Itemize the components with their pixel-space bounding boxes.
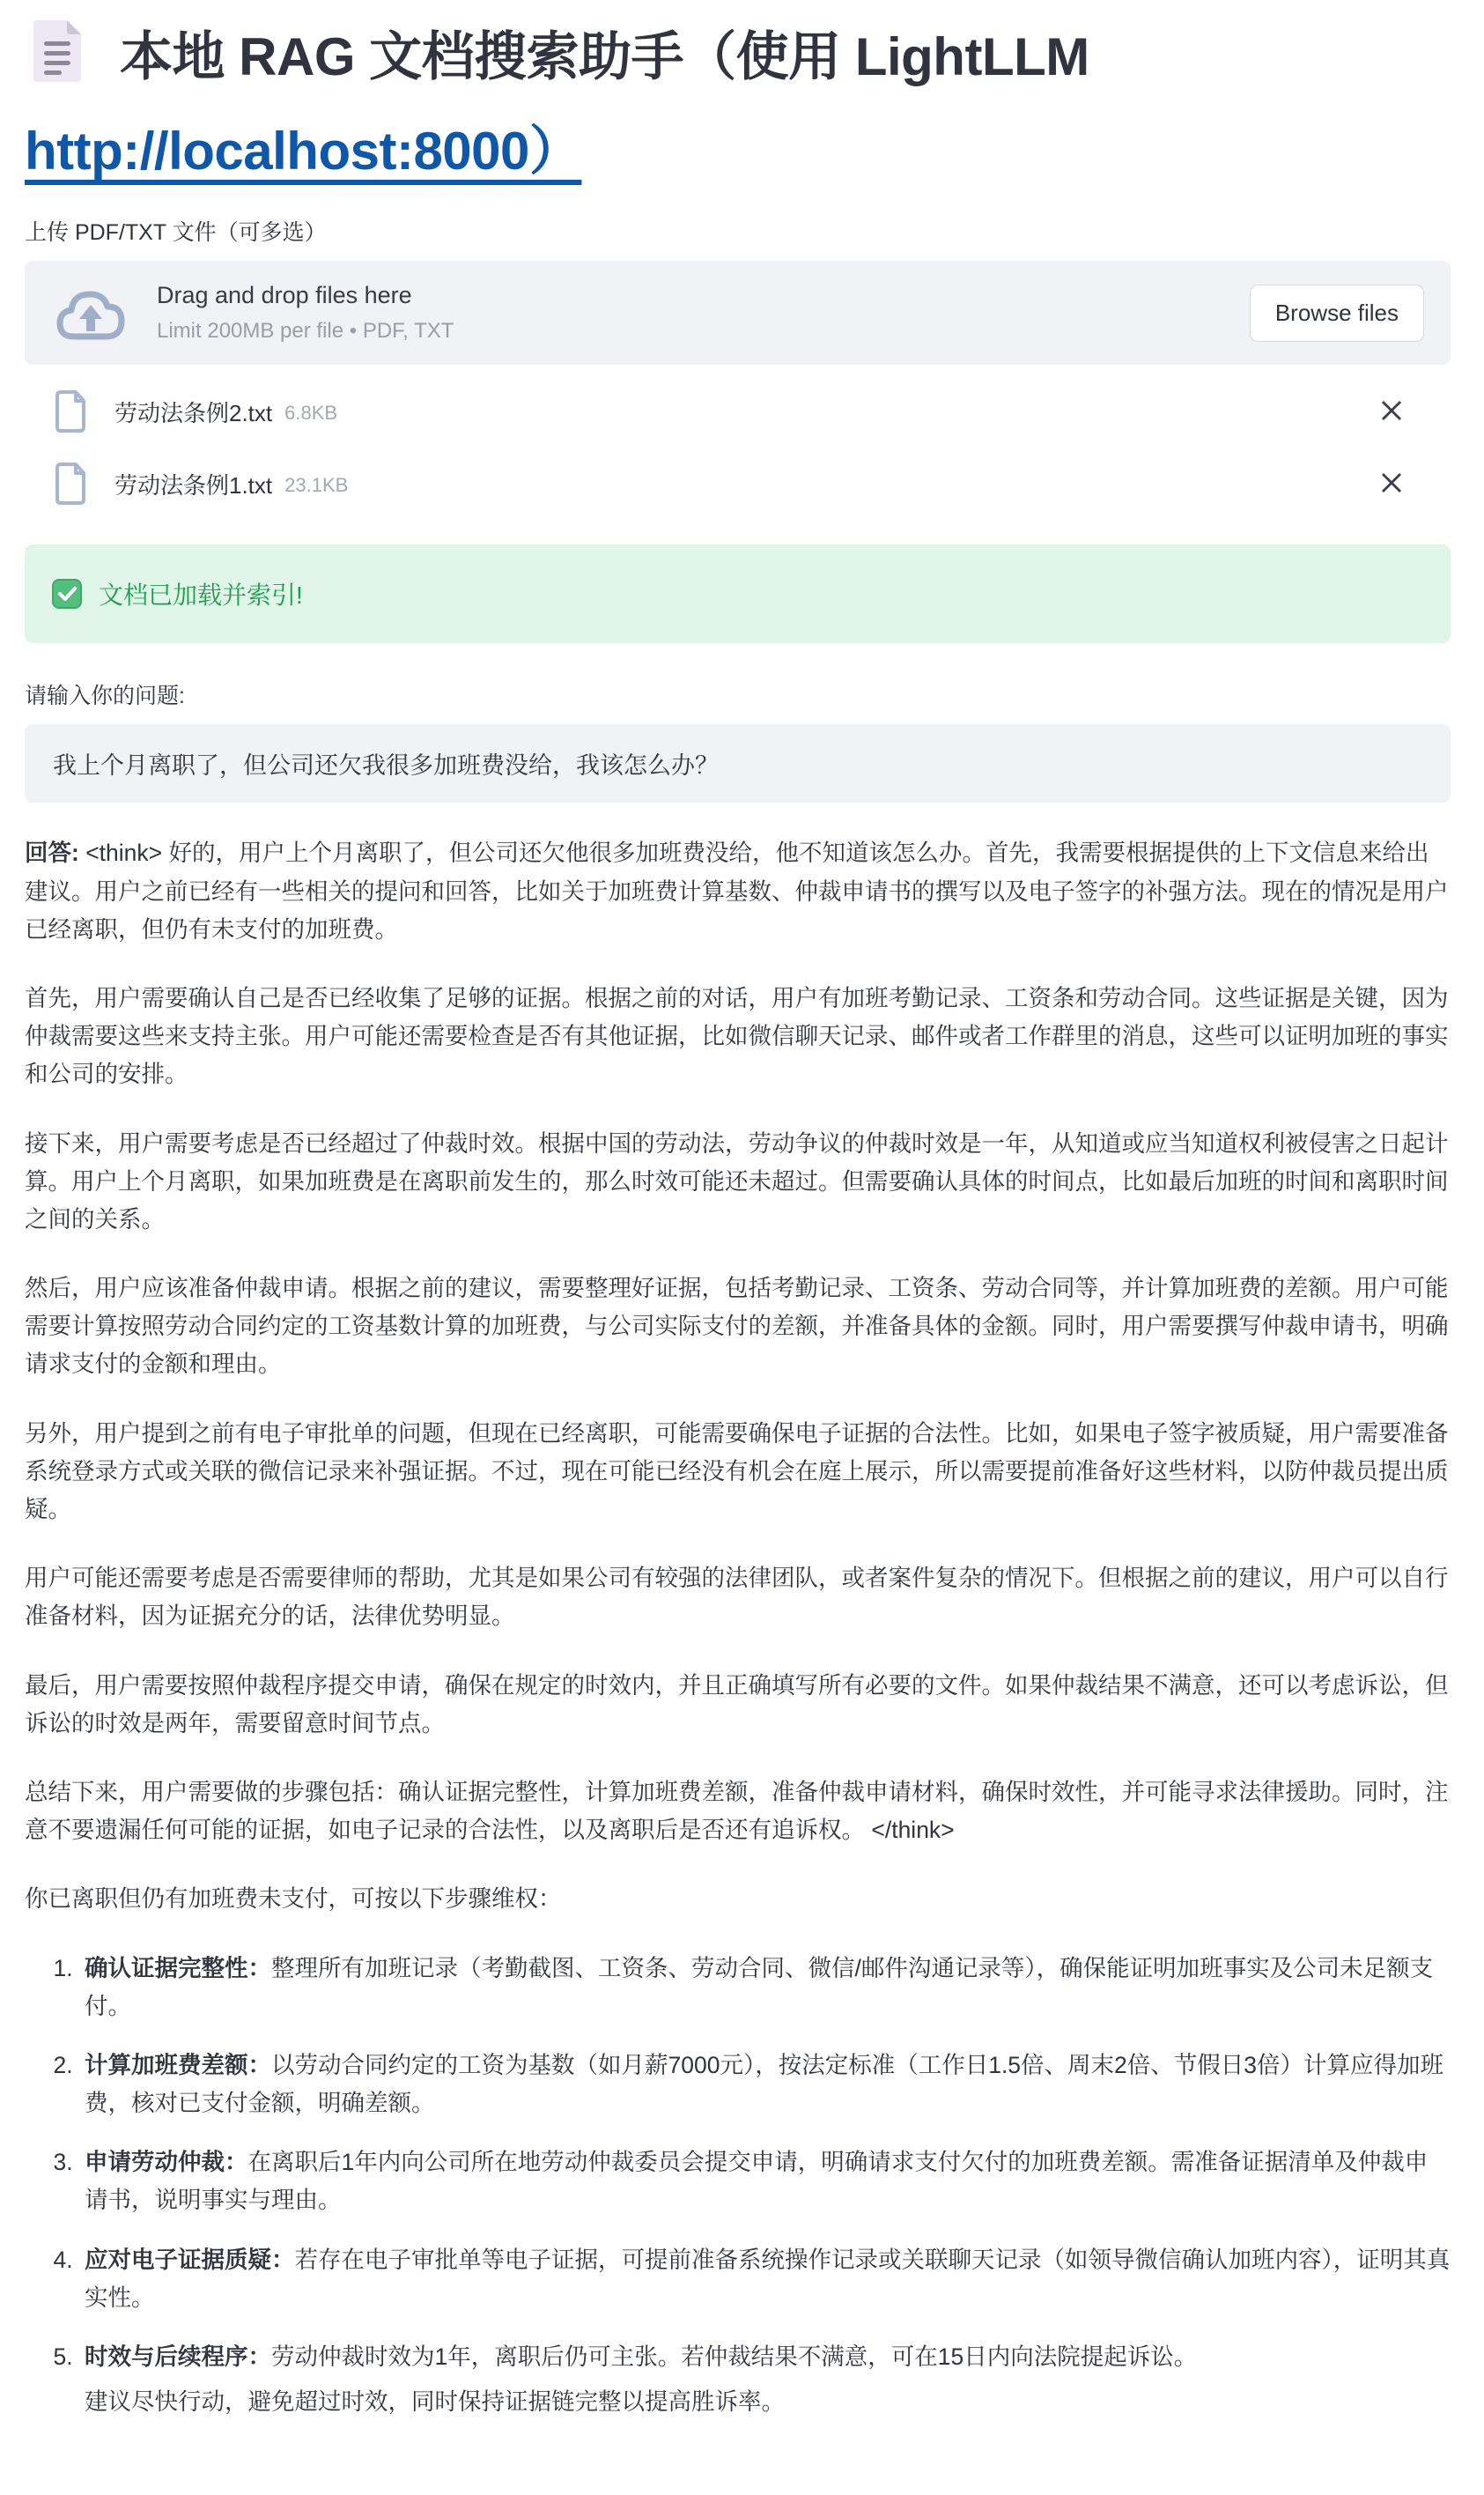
step-text: 劳动仲裁时效为1年，离职后仍可主张。若仲裁结果不满意，可在15日内向法院提起诉讼。 xyxy=(271,2343,1198,2370)
step-item xyxy=(79,2143,1451,2219)
title-link[interactable]: http://localhost:8000） xyxy=(25,122,582,181)
step-item xyxy=(79,1950,1451,2025)
success-alert-text: 文档已加载并索引! xyxy=(99,581,303,610)
file-dropzone[interactable] xyxy=(25,261,1451,365)
answer-paragraph: 然后，用户应该准备仲裁申请。根据之前的建议，需要整理好证据，包括考勤记录、工资条、劳动合同等，并计算加班费的差额。用户可能需要计算按照劳动合同约定的工资基数计算的加班费，与公司实际支付的差额，并准备具体的金额。同时，用户需要撰写仲裁申请书，明确请求支付的金额和理由。 xyxy=(25,1275,1449,1378)
answer-paragraph: 接下来，用户需要考虑是否已经超过了仲裁时效。根据中国的劳动法，劳动争议的仲裁时效是一年，从知道或应当知道权利被侵害之日起计算。用户上个月离职，如果加班费是在离职前发生的，那么时效可能还未超过。但需要确认具体的时间点，比如最后加班的时间和离职时间之间的关系。 xyxy=(25,1129,1449,1233)
step-text: 在离职后1年内向公司所在地劳动仲裁委员会提交申请，明确请求支付欠付的加班费差额。需准备证据清单及仲裁申请书，说明事实与理由。 xyxy=(85,2149,1429,2214)
step-note: 建议尽快行动，避免超过时效，同时保持证据链完整以提高胜诉率。 xyxy=(85,2388,785,2416)
file-name: 劳动法条例1.txt xyxy=(114,471,273,499)
file-size: 6.8KB xyxy=(284,402,338,425)
close-icon xyxy=(1380,399,1403,425)
answer-conclusion-intro: 你已离职但仍有加班费未支付，可按以下步骤维权： xyxy=(25,1885,562,1913)
document-icon xyxy=(30,19,85,108)
step-item xyxy=(79,2047,1451,2122)
question-input[interactable] xyxy=(25,724,1451,803)
answer-section xyxy=(25,834,1451,2421)
file-icon xyxy=(53,389,88,433)
cloud-upload-icon xyxy=(51,284,130,342)
step-text: 整理所有加班记录（考勤截图、工资条、劳动合同、微信/邮件沟通记录等），确保能证明加班事实及公司未足额支付。 xyxy=(85,1954,1434,2019)
browse-files-button[interactable]: Browse files xyxy=(1250,285,1424,342)
step-text: 若存在电子审批单等电子证据，可提前准备系统操作记录或关联聊天记录（如领导微信确认加班内容），证明其真实性。 xyxy=(85,2246,1451,2311)
page-title xyxy=(25,14,1451,194)
think-text: <think> 好的，用户上个月离职了，但公司还欠他很多加班费没给，他不知道该怎么办。首先，我需要根据提供的上下文信息来给出建议。用户之前已经有一些相关的提问和回答，比如关于加班费计算基数、仲裁申请书的撰写以及电子签字的补强方法。现在的情况是用户已经离职，但仍有未支付的加班费。 xyxy=(25,840,1449,943)
success-alert xyxy=(25,544,1451,643)
page-title-text: 本地 RAG 文档搜索助手（使用 LightLLM xyxy=(120,27,1089,86)
step-title: 应对电子证据质疑： xyxy=(85,2246,295,2273)
answer-paragraph: 最后，用户需要按照仲裁程序提交申请，确保在规定的时效内，并且正确填写所有必要的文件。如果仲裁结果不满意，还可以考虑诉讼，但诉讼的时效是两年，需要留意时间节点。 xyxy=(25,1671,1449,1736)
answer-paragraph: 用户可能还需要考虑是否需要律师的帮助，尤其是如果公司有较强的法律团队，或者案件复杂的情况下。但根据之前的建议，用户可以自行准备材料，因为证据充分的话，法律优势明显。 xyxy=(25,1565,1449,1630)
step-title: 计算加班费差额： xyxy=(85,2051,271,2078)
uploaded-file-row xyxy=(25,449,1451,518)
dropzone-title: Drag and drop files here xyxy=(157,282,412,309)
check-icon xyxy=(51,578,83,610)
uploaded-file-row xyxy=(25,377,1451,446)
answer-paragraph: 另外，用户提到之前有电子审批单的问题，但现在已经离职，可能需要确保电子证据的合法性。比如，如果电子签字被质疑，用户需要准备系统登录方式或关联的微信记录来补强证据。不过，现在可能已经没有机会在庭上展示，所以需要提前准备好这些材料，以防仲裁员提出质疑。 xyxy=(25,1419,1449,1522)
answer-paragraph: 首先，用户需要确认自己是否已经收集了足够的证据。根据之前的对话，用户有加班考勤记录、工资条和劳动合同。这些证据是关键，因为仲裁需要这些来支持主张。用户可能还需要检查是否有其他证据，比如微信聊天记录、邮件或者工作群里的消息，这些可以证明加班的事实和公司的安排。 xyxy=(25,984,1449,1088)
step-title: 时效与后续程序： xyxy=(85,2343,271,2370)
step-title: 确认证据完整性： xyxy=(85,1954,271,1981)
dropzone-hint: Limit 200MB per file • PDF, TXT xyxy=(157,319,454,344)
steps-list xyxy=(25,1950,1451,2422)
close-icon xyxy=(1380,471,1403,497)
step-item xyxy=(79,2241,1451,2317)
step-text: 以劳动合同约定的工资为基数（如月薪7000元），按法定标准（工作日1.5倍、周末2倍、节假日3倍）计算应得加班费，核对已支付金额，明确差额。 xyxy=(85,2051,1444,2117)
answer-prefix: 回答: xyxy=(25,840,79,867)
file-size: 23.1KB xyxy=(284,474,349,497)
remove-file-button[interactable] xyxy=(1377,468,1406,500)
answer-paragraph xyxy=(25,834,1451,949)
step-title: 申请劳动仲裁： xyxy=(85,2149,248,2176)
answer-paragraph: 总结下来，用户需要做的步骤包括：确认证据完整性，计算加班费差额，准备仲裁申请材料，确保时效性，并可能寻求法律援助。同时，注意不要遗漏任何可能的证据，如电子记录的合法性，以及离职后是否还有追诉权。 </think> xyxy=(25,1778,1449,1844)
file-name: 劳动法条例2.txt xyxy=(114,399,273,426)
dropzone-text xyxy=(157,282,454,344)
file-icon xyxy=(53,462,88,506)
remove-file-button[interactable] xyxy=(1377,396,1406,428)
step-item xyxy=(79,2338,1451,2421)
uploader-label: 上传 PDF/TXT 文件（可多选） xyxy=(25,220,327,246)
question-label: 请输入你的问题: xyxy=(25,684,185,709)
